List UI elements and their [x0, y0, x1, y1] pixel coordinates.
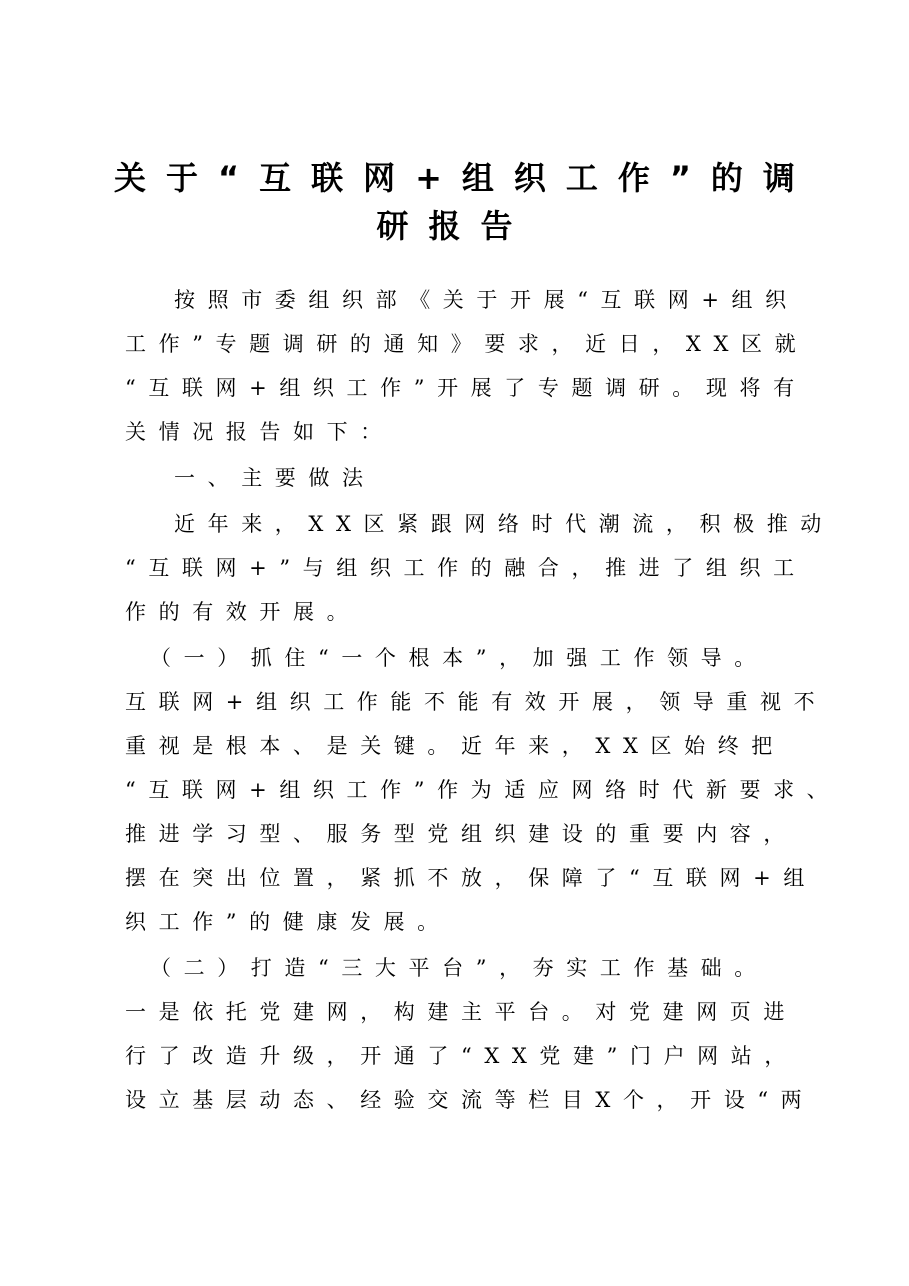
- body-line-18: 行了改造升级，开通了“XX党建”门户网站，: [125, 1044, 798, 1068]
- body-line-12: “互联网+组织工作”作为适应网络时代新要求、: [125, 778, 841, 802]
- document-title-line-1: 关于“互联网+组织工作”的调: [114, 159, 815, 197]
- body-line-6: 近年来，XX区紧跟网络时代潮流，积极推动: [174, 512, 834, 536]
- document-title-line-2: 研报告: [376, 207, 533, 245]
- subsection-heading-2: （二）打造“三大平台”，夯实工作基础。: [150, 956, 768, 980]
- body-line-19: 设立基层动态、经验交流等栏目X个，开设“两: [125, 1088, 815, 1112]
- body-line-17: 一是依托党建网，构建主平台。对党建网页进: [125, 1000, 797, 1024]
- section-heading-1: 一、主要做法: [174, 466, 376, 490]
- body-line-2: 工作”专题调研的通知》要求，近日，XX区就: [125, 332, 809, 356]
- body-line-11: 重视是根本、是关键。近年来，XX区始终把: [125, 734, 785, 758]
- body-line-10: 互联网+组织工作能不能有效开展，领导重视不: [125, 690, 828, 714]
- body-line-15: 织工作”的健康发展。: [125, 910, 451, 934]
- subsection-heading-1: （一）抓住“一个根本”，加强工作领导。: [150, 646, 768, 670]
- body-line-8: 作的有效开展。: [125, 600, 361, 624]
- body-line-3: “互联网+组织工作”开展了专题调研。现将有: [125, 376, 807, 400]
- body-line-4: 关情况报告如下：: [125, 420, 394, 444]
- body-line-1: 按照市委组织部《关于开展“互联网+组织: [174, 288, 799, 312]
- body-line-13: 推进学习型、服务型党组织建设的重要内容，: [125, 822, 797, 846]
- body-line-7: “互联网+”与组织工作的融合，推进了组织工: [125, 556, 807, 580]
- body-line-14: 摆在突出位置，紧抓不放，保障了“互联网+组: [125, 866, 817, 890]
